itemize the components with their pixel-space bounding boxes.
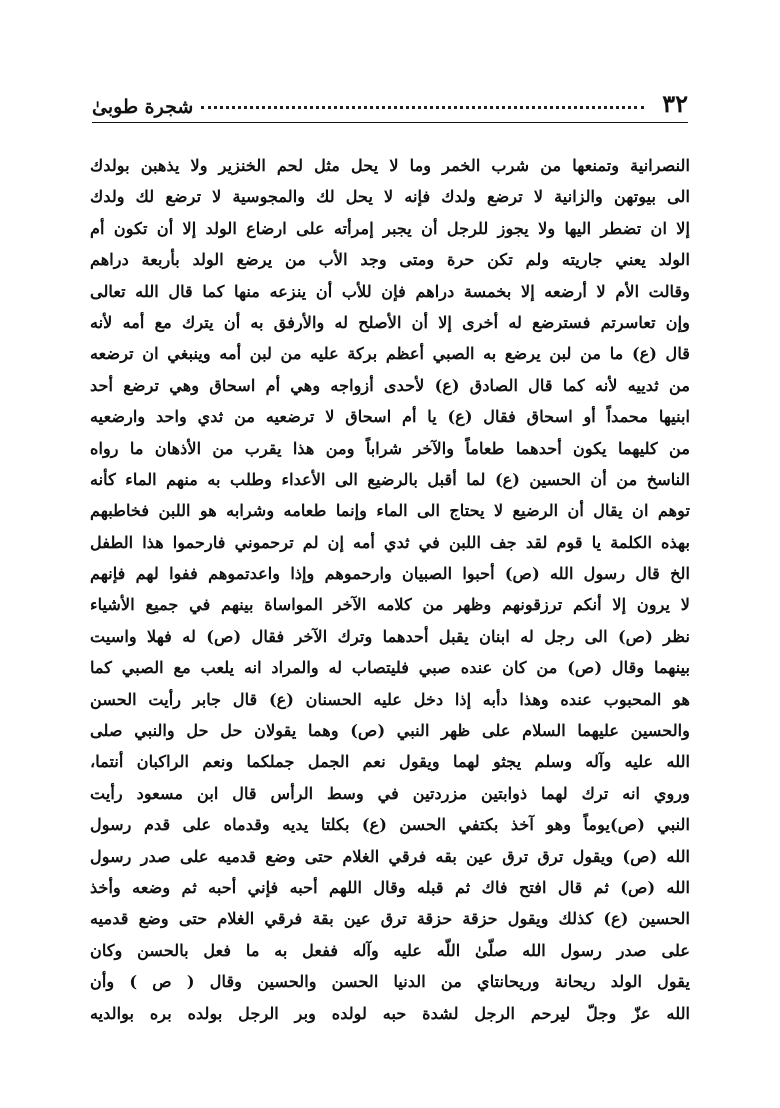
text-line: الخ قال رسول الله (ص) أحبوا الصبيان وارحموهم وإذا واعدتموهم ففوا لهم فإنهم bbox=[90, 564, 690, 584]
page-number: ٣٢ bbox=[662, 89, 688, 118]
text-line: بينهما وقال (ص) من كان عنده صبي فليتصاب له والمراد انه يلعب مع الصبي كما bbox=[90, 658, 690, 678]
body-text bbox=[90, 150, 690, 1029]
text-line: قال (ع) ما من لبن يرضع به الصبي أعظم بركة عليه من لبن أمه وينبغي ان ترضعه bbox=[90, 344, 690, 364]
text-line: الناسخ من أن الحسين (ع) لما أقبل بالرضيع الى الأعداء وطلب به منهم الماء كأنه bbox=[90, 469, 690, 489]
text-line: النصرانية وتمنعها من شرب الخمر وما لا يحل مثل لحم الخنزير ولا يذهبن بولدك bbox=[90, 156, 690, 175]
text-line: والحسين عليهما السلام على ظهر النبي (ص) وهما يقولان حل حل والنبي صلى bbox=[90, 721, 690, 741]
text-line: الله عليه وآله وسلم يجثو لهما ويقول نعم الجمل جملكما ونعم الراكبان أنتما، bbox=[90, 752, 690, 772]
text-line: الله (ص) ثم قال افتح فاك ثم قبله وقال اللهم أحبه فإني أحبه ثم وضعه وأخذ bbox=[90, 877, 690, 897]
text-line: بهذه الكلمة يا قوم لقد جف اللبن في ثدي أمه إن لم ترحموني فارحموا هذا الطفل bbox=[90, 532, 690, 552]
text-line: الله (ص) ويقول ترق ترق عين بقه فرقي الغلام حتى وضع قدميه على صدر رسول bbox=[90, 846, 690, 866]
text-line: على صدر رسول الله صلّىٰ اللّه عليه وآله ففعل به ما فعل بالحسن وكان bbox=[90, 940, 690, 960]
text-line: من ثدييه لأنه كما قال الصادق (ع) لأحدى أزواجه وهي أم اسحاق وهي ترضع أحد bbox=[90, 375, 690, 395]
running-title: شجرة طوبىٰ bbox=[92, 96, 194, 118]
text-line: من كليهما يكون أحدهما طعاماً والآخر شراباً ومن هذا يقرب من الأذهان ما رواه bbox=[90, 438, 690, 458]
text-line: إلا ان تضطر اليها ولا يجوز للرجل أن يجبر إمرأته على ارضاع الولد إلا أن تكون أم bbox=[90, 218, 690, 238]
text-line: هو المحبوب عنده وهذا دأبه إذا دخل عليه الحسنان (ع) قال جابر رأيت الحسن bbox=[90, 689, 690, 709]
text-line: يقول الولد ريحانة وريحانتاي من الدنيا الحسن والحسين وقال ( ص ) وأن bbox=[90, 972, 690, 992]
text-line: الحسين (ع) كذلك ويقول حزقة حزقة ترق عين بقة فرقي الغلام حتى وضع قدميه bbox=[90, 909, 690, 929]
text-line: ابنيها محمداً أو اسحاق فقال (ع) يا أم اسحاق لا ترضعيه من ثدي واحد وارضعيه bbox=[90, 407, 690, 427]
header-dot-leader bbox=[201, 105, 644, 109]
text-line: وإن تعاسرتم فسترضع له أخرى إلا أن الأصلح له والأرفق به أن يترك مع أمه لأنه bbox=[90, 312, 690, 332]
text-line: لا يرون إلا أنكم ترزقونهم وظهر من كلامه الآخر المواساة بينهم في جميع الأشياء bbox=[90, 595, 690, 615]
text-line: توهم ان يقال أن الرضيع لا يحتاج الى الماء وإنما طعامه وشرابه هو اللبن فخاطبهم bbox=[90, 501, 690, 521]
page-header bbox=[92, 82, 688, 123]
text-line: وقالت الأم لا أرضعه إلا بخمسة دراهم فإن للأب أن ينزعه منها كما قال الله تعالى bbox=[90, 281, 690, 301]
text-line: الى بيوتهن والزانية لا ترضع ولدك فإنه لا يحل لك والمجوسية لا ترضع لك ولدك bbox=[90, 187, 690, 207]
text-line: الولد يعني جاريته ولم تكن حرة ومتى وجد الأب من يرضع الولد بأربعة دراهم bbox=[90, 250, 690, 270]
text-line: النبي (ص)يوماً وهو آخذ بكتفي الحسن (ع) بكلتا يديه وقدماه على قدم رسول bbox=[90, 815, 690, 835]
text-line: الله عزّ وجلّ ليرحم الرجل لشدة حبه لولده وبر الرجل بولده بره بوالديه bbox=[90, 1003, 690, 1023]
text-line: وروي انه ترك لهما ذوابتين مزردتين في وسط الرأس قال ابن مسعود رأيت bbox=[90, 783, 690, 803]
text-line: نظر (ص) الى رجل له ابنان يقبل أحدهما وترك الآخر فقال (ص) له فهلا واسيت bbox=[90, 626, 690, 646]
